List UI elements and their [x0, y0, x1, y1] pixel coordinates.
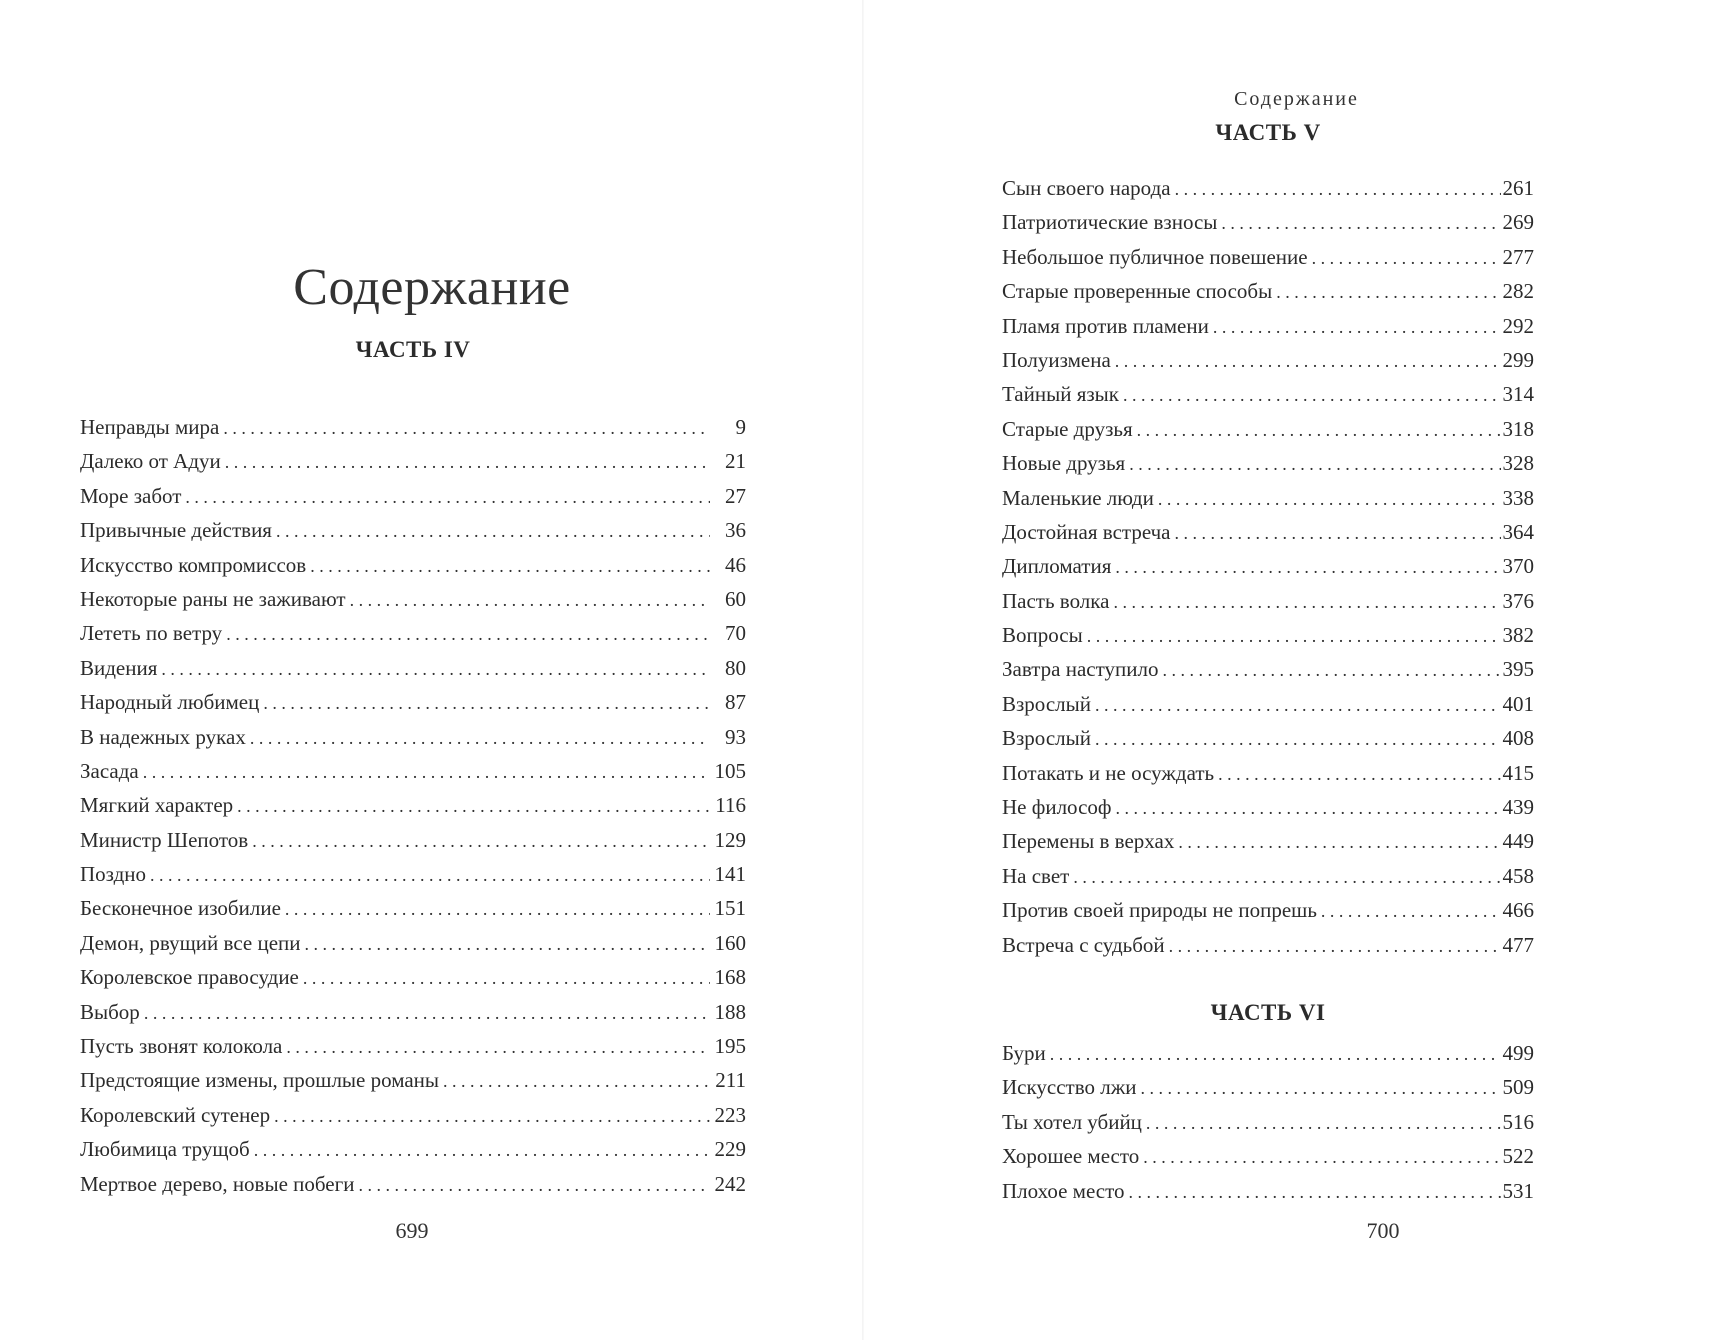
- toc-entry-title: Мягкий характер: [80, 793, 234, 818]
- toc-entry-page: 277: [1502, 244, 1534, 269]
- toc-entry-page: 60: [725, 586, 746, 611]
- toc-entry[interactable]: [1002, 314, 1534, 348]
- toc-entry-page: 376: [1502, 588, 1534, 613]
- dot-leader: [1312, 248, 1501, 269]
- toc-entry[interactable]: [1002, 795, 1534, 829]
- toc-entry[interactable]: [1002, 554, 1534, 588]
- dot-leader: [1213, 317, 1501, 338]
- toc-entry-title: Дипломатия: [1002, 554, 1112, 579]
- toc-entry-page: 531: [1502, 1178, 1534, 1203]
- toc-entry-page: 449: [1502, 829, 1534, 854]
- dot-leader: [1115, 351, 1501, 372]
- toc-entry-page: 116: [715, 793, 746, 818]
- toc-entry[interactable]: [80, 1000, 746, 1034]
- toc-entry[interactable]: [1002, 726, 1534, 760]
- toc-entry[interactable]: [1002, 1075, 1534, 1109]
- toc-entry-title: Плохое место: [1002, 1178, 1125, 1203]
- toc-entry-page: 509: [1502, 1075, 1534, 1100]
- toc-entry-page: 211: [715, 1068, 746, 1093]
- dot-leader: [150, 865, 710, 886]
- toc-entry-page: 141: [714, 862, 746, 887]
- dot-leader: [250, 728, 710, 749]
- toc-entry-title: Бесконечное изобилие: [80, 896, 281, 921]
- toc-entry-title: Бури: [1002, 1041, 1046, 1065]
- toc-entry-title: Пламя против пламени: [1002, 313, 1209, 338]
- toc-entry[interactable]: [80, 759, 746, 793]
- toc-entry-page: 477: [1502, 932, 1534, 957]
- toc-entry[interactable]: [80, 896, 746, 930]
- toc-entry[interactable]: [1002, 1110, 1534, 1144]
- toc-entry-page: 282: [1502, 279, 1534, 304]
- dot-leader: [310, 556, 710, 577]
- dot-leader: [1087, 626, 1501, 647]
- toc-entry-page: 261: [1502, 176, 1534, 200]
- toc-entry-title: Выбор: [80, 999, 140, 1024]
- dot-leader: [1095, 695, 1501, 716]
- toc-entry-page: 269: [1502, 210, 1534, 235]
- toc-entry[interactable]: [80, 587, 746, 621]
- toc-entry[interactable]: [80, 518, 746, 552]
- toc-entry-page: 292: [1502, 313, 1534, 338]
- toc-entry[interactable]: [80, 931, 746, 965]
- dot-leader: [443, 1071, 710, 1092]
- dot-leader: [252, 831, 710, 852]
- toc-entry-title: Искусство лжи: [1002, 1075, 1137, 1100]
- page-title: Содержание: [293, 259, 571, 316]
- dot-leader: [263, 693, 710, 714]
- toc-entry-page: 87: [725, 690, 746, 715]
- toc-entry-title: Против своей природы не попрешь: [1002, 898, 1317, 923]
- toc-entry-page: 9: [735, 415, 746, 439]
- toc-entry[interactable]: [1002, 348, 1534, 382]
- toc-entry[interactable]: [1002, 279, 1534, 313]
- dot-leader: [1221, 213, 1500, 234]
- toc-entry-page: 70: [725, 621, 746, 646]
- dot-leader: [223, 418, 710, 439]
- toc-entry[interactable]: [1002, 898, 1534, 932]
- dot-leader: [1175, 179, 1501, 200]
- toc-entry-page: 151: [714, 896, 746, 921]
- dot-leader: [1143, 1147, 1500, 1168]
- dot-leader: [1162, 660, 1500, 681]
- toc-entry-page: 299: [1502, 347, 1534, 372]
- toc-entry-title: Потакать и не осуждать: [1002, 760, 1215, 785]
- toc-entry-title: В надежных руках: [80, 724, 246, 749]
- toc-entry-page: 466: [1502, 898, 1534, 923]
- toc-entry-page: 395: [1502, 657, 1534, 682]
- dot-leader: [350, 590, 710, 611]
- dot-leader: [144, 1003, 710, 1024]
- toc-entry-title: Поздно: [80, 862, 147, 887]
- toc-entry-page: 338: [1502, 485, 1534, 510]
- part-heading-v: ЧАСТЬ V: [1215, 120, 1321, 145]
- toc-entry-page: 499: [1502, 1041, 1534, 1065]
- toc-entry-page: 223: [714, 1102, 746, 1127]
- toc-entry[interactable]: [80, 553, 746, 587]
- toc-entry-title: Неправды мира: [80, 415, 220, 439]
- toc-entry-page: 318: [1502, 416, 1534, 441]
- toc-entry[interactable]: [1002, 623, 1534, 657]
- toc-list-part-vi: [1002, 1041, 1534, 1213]
- toc-entry-page: 458: [1502, 863, 1534, 888]
- dot-leader: [226, 624, 710, 645]
- toc-entry-title: Маленькие люди: [1002, 485, 1154, 510]
- toc-entry-title: Министр Шепотов: [80, 827, 249, 852]
- toc-entry-page: 93: [725, 724, 746, 749]
- toc-entry-page: 328: [1502, 451, 1534, 476]
- toc-entry[interactable]: [80, 656, 746, 690]
- right-page: [864, 0, 1729, 1340]
- toc-entry-title: Море забот: [80, 483, 182, 508]
- dot-leader: [276, 521, 710, 542]
- toc-entry-page: 129: [714, 827, 746, 852]
- toc-entry[interactable]: [80, 725, 746, 759]
- toc-entry[interactable]: [1002, 210, 1534, 244]
- toc-entry-page: 27: [725, 483, 746, 508]
- dot-leader: [1095, 729, 1501, 750]
- toc-entry-page: 382: [1502, 623, 1534, 648]
- toc-entry[interactable]: [80, 415, 746, 449]
- page-number: 699: [395, 1218, 429, 1243]
- toc-entry-page: 401: [1502, 691, 1534, 716]
- toc-entry[interactable]: [1002, 176, 1534, 210]
- dot-leader: [286, 1037, 710, 1058]
- toc-entry-title: Демон, рвущий все цепи: [80, 930, 301, 955]
- toc-entry-title: На свет: [1002, 863, 1070, 888]
- page-number: 700: [1366, 1218, 1400, 1243]
- dot-leader: [1115, 557, 1500, 578]
- toc-entry-title: Взрослый: [1002, 726, 1091, 751]
- running-head: Содержание: [1234, 88, 1359, 110]
- dot-leader: [1129, 454, 1500, 475]
- toc-entry-title: Лететь по ветру: [80, 621, 223, 646]
- dot-leader: [1321, 901, 1501, 922]
- toc-entry[interactable]: [80, 621, 746, 655]
- dot-leader: [1276, 282, 1500, 303]
- toc-list-part-iv: [80, 415, 746, 1206]
- toc-entry-title: Привычные действия: [80, 518, 272, 543]
- toc-entry-title: Не философ: [1002, 795, 1112, 820]
- toc-entry-title: Небольшое публичное повешение: [1002, 244, 1308, 269]
- dot-leader: [1146, 1113, 1501, 1134]
- dot-leader: [1050, 1044, 1501, 1065]
- dot-leader: [274, 1106, 710, 1127]
- toc-entry-title: Искусство компромиссов: [80, 552, 307, 577]
- toc-entry-page: 415: [1502, 760, 1534, 785]
- toc-entry[interactable]: [80, 1137, 746, 1171]
- left-page: [0, 0, 864, 1340]
- toc-entry[interactable]: [80, 793, 746, 827]
- toc-entry-page: 364: [1502, 519, 1534, 544]
- toc-entry[interactable]: [80, 449, 746, 483]
- dot-leader: [1140, 1078, 1500, 1099]
- toc-entry[interactable]: [1002, 657, 1534, 691]
- toc-entry-page: 21: [725, 449, 746, 474]
- toc-entry-title: Тайный язык: [1002, 382, 1119, 407]
- toc-entry-page: 168: [714, 965, 746, 990]
- dot-leader: [1218, 764, 1500, 785]
- dot-leader: [285, 899, 710, 920]
- toc-entry-title: Перемены в верхах: [1002, 829, 1175, 854]
- dot-leader: [305, 934, 711, 955]
- toc-entry[interactable]: [1002, 451, 1534, 485]
- toc-entry-page: 242: [714, 1171, 746, 1196]
- dot-leader: [237, 796, 710, 817]
- toc-entry-page: 105: [714, 758, 746, 783]
- toc-entry-title: Новые друзья: [1002, 451, 1126, 476]
- toc-entry[interactable]: [1002, 1179, 1534, 1213]
- toc-entry-title: Мертвое дерево, новые побеги: [80, 1171, 355, 1196]
- toc-entry-page: 188: [714, 999, 746, 1024]
- toc-entry[interactable]: [1002, 829, 1534, 863]
- toc-entry[interactable]: [80, 1068, 746, 1102]
- toc-entry-title: Завтра наступило: [1002, 657, 1159, 682]
- toc-entry-title: Далеко от Адуи: [80, 449, 221, 474]
- toc-entry[interactable]: [1002, 589, 1534, 623]
- dot-leader: [1175, 523, 1501, 544]
- toc-entry-page: 195: [714, 1034, 746, 1059]
- toc-entry[interactable]: [80, 1034, 746, 1068]
- toc-entry-page: 80: [725, 655, 746, 680]
- toc-entry-title: Ты хотел убийц: [1002, 1109, 1142, 1134]
- dot-leader: [185, 487, 710, 508]
- dot-leader: [161, 659, 710, 680]
- dot-leader: [1114, 592, 1501, 613]
- toc-entry-page: 46: [725, 552, 746, 577]
- toc-entry-title: Вопросы: [1002, 623, 1083, 648]
- toc-entry[interactable]: [1002, 1041, 1534, 1075]
- toc-entry-title: Королевский сутенер: [80, 1102, 271, 1127]
- toc-entry-title: Взрослый: [1002, 691, 1091, 716]
- toc-entry-title: Любимица трущоб: [80, 1137, 250, 1162]
- toc-entry[interactable]: [1002, 486, 1534, 520]
- toc-entry[interactable]: [80, 690, 746, 724]
- toc-entry-page: 36: [725, 518, 746, 543]
- toc-entry[interactable]: [1002, 520, 1534, 554]
- toc-entry-title: Хорошее место: [1002, 1144, 1140, 1169]
- dot-leader: [358, 1175, 710, 1196]
- toc-entry-title: Достойная встреча: [1002, 519, 1171, 544]
- toc-entry[interactable]: [1002, 692, 1534, 726]
- toc-entry[interactable]: [80, 862, 746, 896]
- dot-leader: [254, 1140, 710, 1161]
- toc-entry-title: Патриотические взносы: [1002, 210, 1218, 235]
- toc-entry[interactable]: [1002, 1144, 1534, 1178]
- toc-entry-title: Старые проверенные способы: [1002, 279, 1273, 304]
- dot-leader: [1137, 420, 1501, 441]
- toc-entry-title: Некоторые раны не заживают: [80, 586, 346, 611]
- dot-leader: [143, 762, 710, 783]
- dot-leader: [1158, 489, 1501, 510]
- part-heading-iv: ЧАСТЬ IV: [355, 337, 471, 362]
- dot-leader: [1169, 936, 1501, 957]
- dot-leader: [1073, 867, 1500, 888]
- toc-entry-page: 370: [1502, 554, 1534, 579]
- toc-entry[interactable]: [80, 828, 746, 862]
- toc-entry[interactable]: [80, 484, 746, 518]
- toc-entry-title: Встреча с судьбой: [1002, 932, 1165, 957]
- toc-entry-title: Предстоящие измены, прошлые романы: [80, 1068, 440, 1093]
- toc-entry-title: Старые друзья: [1002, 416, 1133, 441]
- toc-entry[interactable]: [1002, 933, 1534, 967]
- toc-entry-title: Полуизмена: [1002, 347, 1111, 372]
- toc-entry[interactable]: [1002, 417, 1534, 451]
- toc-entry[interactable]: [80, 1172, 746, 1206]
- part-heading-vi: ЧАСТЬ VI: [1210, 1000, 1326, 1025]
- toc-entry-page: 439: [1502, 795, 1534, 820]
- dot-leader: [1178, 832, 1500, 853]
- toc-entry[interactable]: [80, 1103, 746, 1137]
- toc-entry-page: 408: [1502, 726, 1534, 751]
- toc-entry-title: Сын своего народа: [1002, 176, 1171, 200]
- toc-entry-page: 516: [1502, 1109, 1534, 1134]
- toc-entry-title: Королевское правосудие: [80, 965, 299, 990]
- toc-entry-title: Засада: [80, 758, 139, 783]
- toc-entry[interactable]: [1002, 245, 1534, 279]
- dot-leader: [1116, 798, 1501, 819]
- toc-entry-title: Пасть волка: [1002, 588, 1110, 613]
- toc-entry[interactable]: [1002, 761, 1534, 795]
- toc-entry[interactable]: [1002, 864, 1534, 898]
- toc-entry-title: Народный любимец: [80, 690, 260, 715]
- dot-leader: [303, 968, 710, 989]
- toc-entry-page: 522: [1502, 1144, 1534, 1169]
- toc-entry-page: 229: [714, 1137, 746, 1162]
- dot-leader: [1129, 1182, 1501, 1203]
- toc-entry-page: 314: [1502, 382, 1534, 407]
- toc-entry[interactable]: [80, 965, 746, 999]
- toc-entry[interactable]: [1002, 382, 1534, 416]
- dot-leader: [225, 452, 710, 473]
- toc-entry-page: 160: [714, 930, 746, 955]
- dot-leader: [1123, 385, 1501, 406]
- toc-entry-title: Видения: [80, 655, 158, 680]
- toc-list-part-v: [1002, 176, 1534, 967]
- toc-entry-title: Пусть звонят колокола: [80, 1034, 283, 1059]
